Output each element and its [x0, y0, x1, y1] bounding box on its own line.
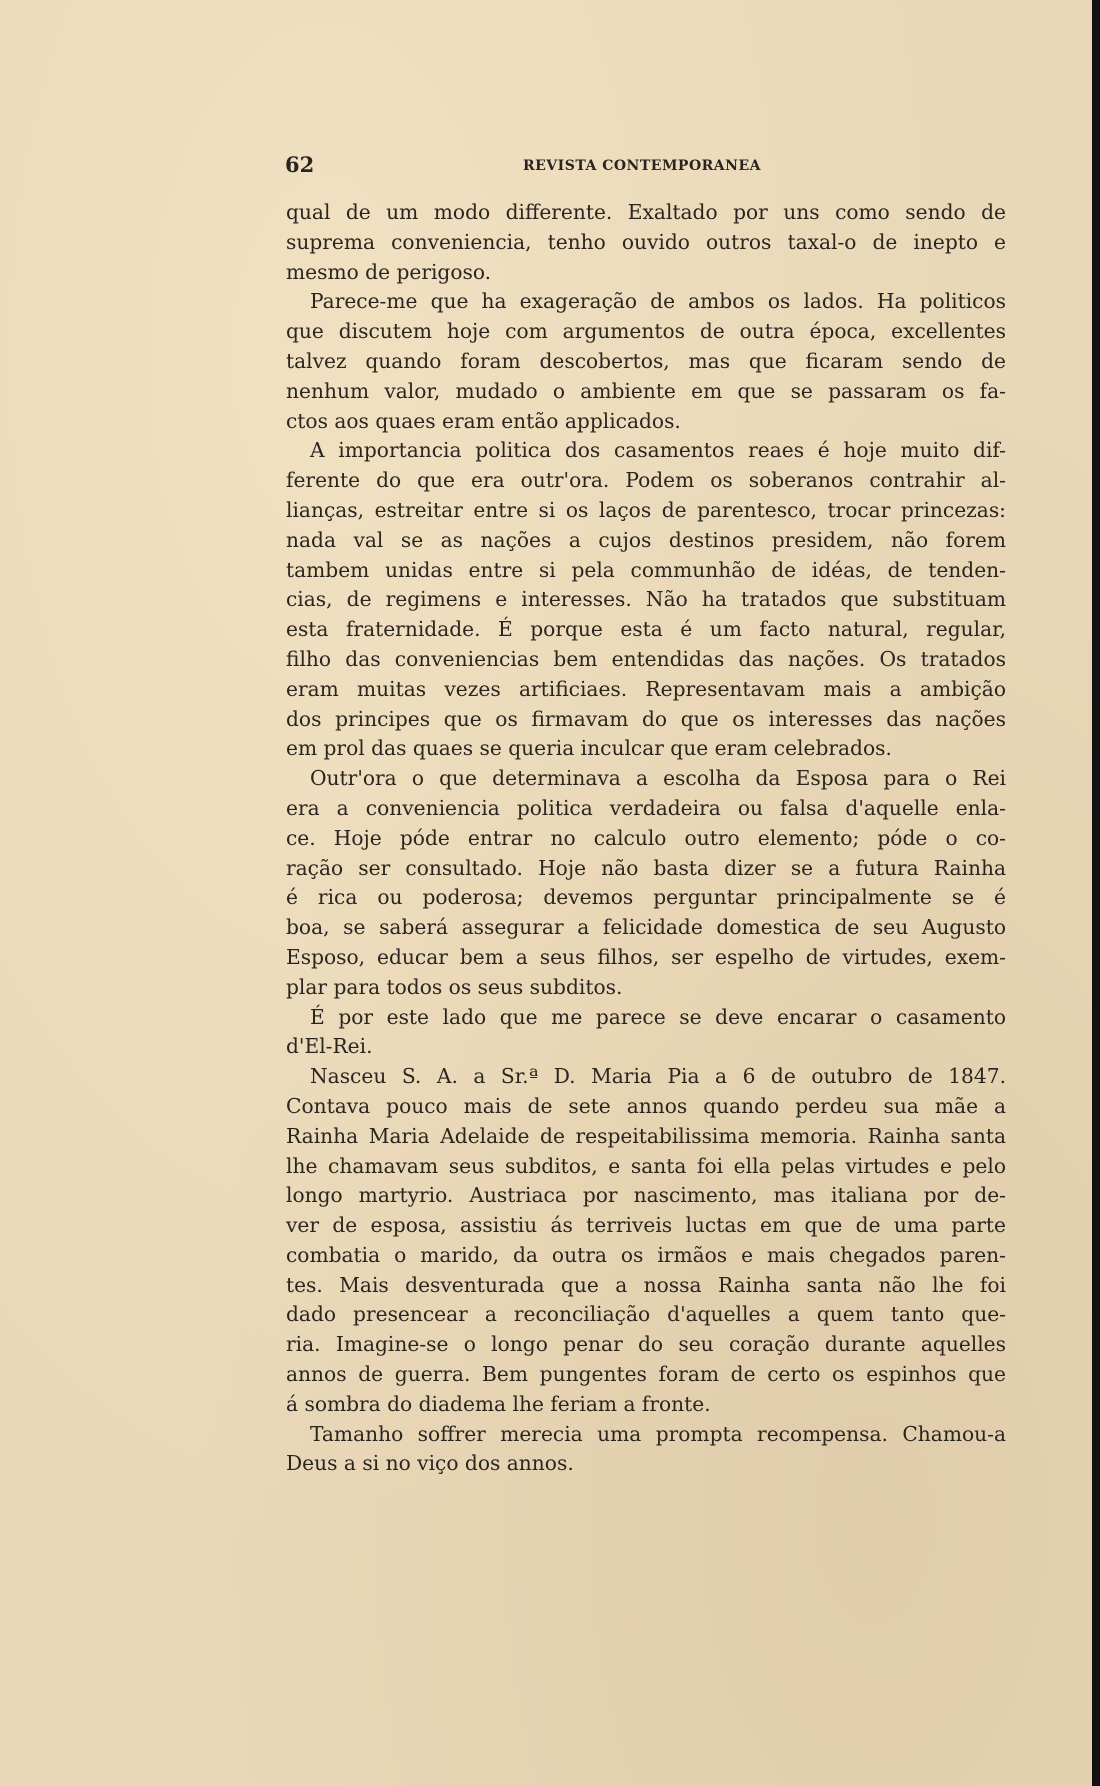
- body-text: [286, 198, 1006, 1479]
- running-head: REVISTA CONTEMPORANEA: [523, 158, 761, 174]
- text-line: tambem unidas entre si pela communhão de idéas, de tenden-: [286, 557, 1006, 582]
- text-line: longo martyrio. Austriaca por nascimento, mas italiana por de-: [286, 1183, 1006, 1208]
- page-number: 62: [285, 152, 315, 177]
- text-line: ver de esposa, assistiu ás terriveis luctas em que de uma parte: [286, 1213, 1006, 1238]
- text-line: tes. Mais desventurada que a nossa Rainha santa não lhe foi: [286, 1272, 1006, 1297]
- text-line: Deus a si no viço dos annos.: [286, 1451, 574, 1476]
- text-line: ria. Imagine-se o longo penar do seu coração durante aquelles: [286, 1332, 1006, 1357]
- text-line: mesmo de perigoso.: [286, 259, 492, 284]
- text-line: nenhum valor, mudado o ambiente em que se passaram os fa-: [286, 378, 1006, 403]
- scan-edge: [1092, 0, 1100, 1786]
- text-line: qual de um modo differente. Exaltado por uns como sendo de: [286, 200, 1006, 224]
- text-line: á sombra do diadema lhe feriam a fronte.: [286, 1391, 711, 1416]
- text-line: É por este lado que me parece se deve encarar o casamento: [310, 1004, 1006, 1029]
- text-line: ce. Hoje póde entrar no calculo outro elemento; póde o co-: [286, 825, 1006, 850]
- text-line: eram muitas vezes artificiaes. Representavam mais a ambição: [286, 676, 1006, 701]
- text-line: plar para todos os seus subditos.: [286, 974, 623, 999]
- text-line: Tamanho soffrer merecia uma prompta recompensa. Chamou-a: [310, 1421, 1006, 1446]
- text-line: Nasceu S. A. a Sr.ª D. Maria Pia a 6 de outubro de 1847.: [310, 1064, 1006, 1089]
- text-line: em prol das quaes se queria inculcar que eram celebrados.: [286, 736, 892, 761]
- text-line: ração ser consultado. Hoje não basta dizer se a futura Rainha: [286, 855, 1006, 880]
- text-line: talvez quando foram descobertos, mas que ficaram sendo de: [286, 348, 1006, 373]
- text-line: ctos aos quaes eram então applicados.: [286, 408, 681, 433]
- text-line: que discutem hoje com argumentos de outra época, excellentes: [286, 319, 1006, 344]
- text-line: Outr'ora o que determinava a escolha da Esposa para o Rei: [310, 766, 1006, 791]
- text-line: combatia o marido, da outra os irmãos e mais chegados paren-: [286, 1242, 1006, 1267]
- text-line: dado presencear a reconciliação d'aquelles a quem tanto que-: [286, 1302, 1006, 1327]
- text-line: annos de guerra. Bem pungentes foram de certo os espinhos que: [286, 1362, 1006, 1387]
- text-line: d'El-Rei.: [286, 1034, 373, 1059]
- text-line: suprema conveniencia, tenho ouvido outros taxal-o de inepto e: [286, 229, 1006, 254]
- text-line: é rica ou poderosa; devemos perguntar principalmente se é: [286, 885, 1006, 910]
- text-line: cias, de regimens e interesses. Não ha tratados que substituam: [286, 587, 1006, 612]
- text-line: Contava pouco mais de sete annos quando perdeu sua mãe a: [286, 1093, 1006, 1118]
- text-line: lianças, estreitar entre si os laços de parentesco, trocar princezas:: [286, 497, 1006, 522]
- text-line: ferente do que era outr'ora. Podem os soberanos contrahir al-: [286, 468, 1006, 493]
- text-line: Rainha Maria Adelaide de respeitabilissima memoria. Rainha santa: [286, 1123, 1006, 1148]
- text-line: A importancia politica dos casamentos reaes é hoje muito dif-: [310, 438, 1006, 463]
- text-line: esta fraternidade. É porque esta é um facto natural, regular,: [286, 617, 1006, 642]
- text-line: Esposo, educar bem a seus filhos, ser espelho de virtudes, exem-: [286, 944, 1006, 969]
- text-line: Parece-me que ha exageração de ambos os lados. Ha politicos: [310, 289, 1006, 314]
- text-line: nada val se as nações a cujos destinos presidem, não forem: [286, 527, 1006, 552]
- text-line: lhe chamavam seus subditos, e santa foi ella pelas virtudes e pelo: [286, 1153, 1006, 1178]
- page-header: [285, 148, 1005, 184]
- text-line: era a conveniencia politica verdadeira ou falsa d'aquelle enla-: [286, 795, 1006, 820]
- text-line: boa, se saberá assegurar a felicidade domestica de seu Augusto: [286, 915, 1006, 940]
- text-line: dos principes que os firmavam do que os interesses das nações: [286, 706, 1006, 731]
- text-line: filho das conveniencias bem entendidas das nações. Os tratados: [286, 646, 1006, 671]
